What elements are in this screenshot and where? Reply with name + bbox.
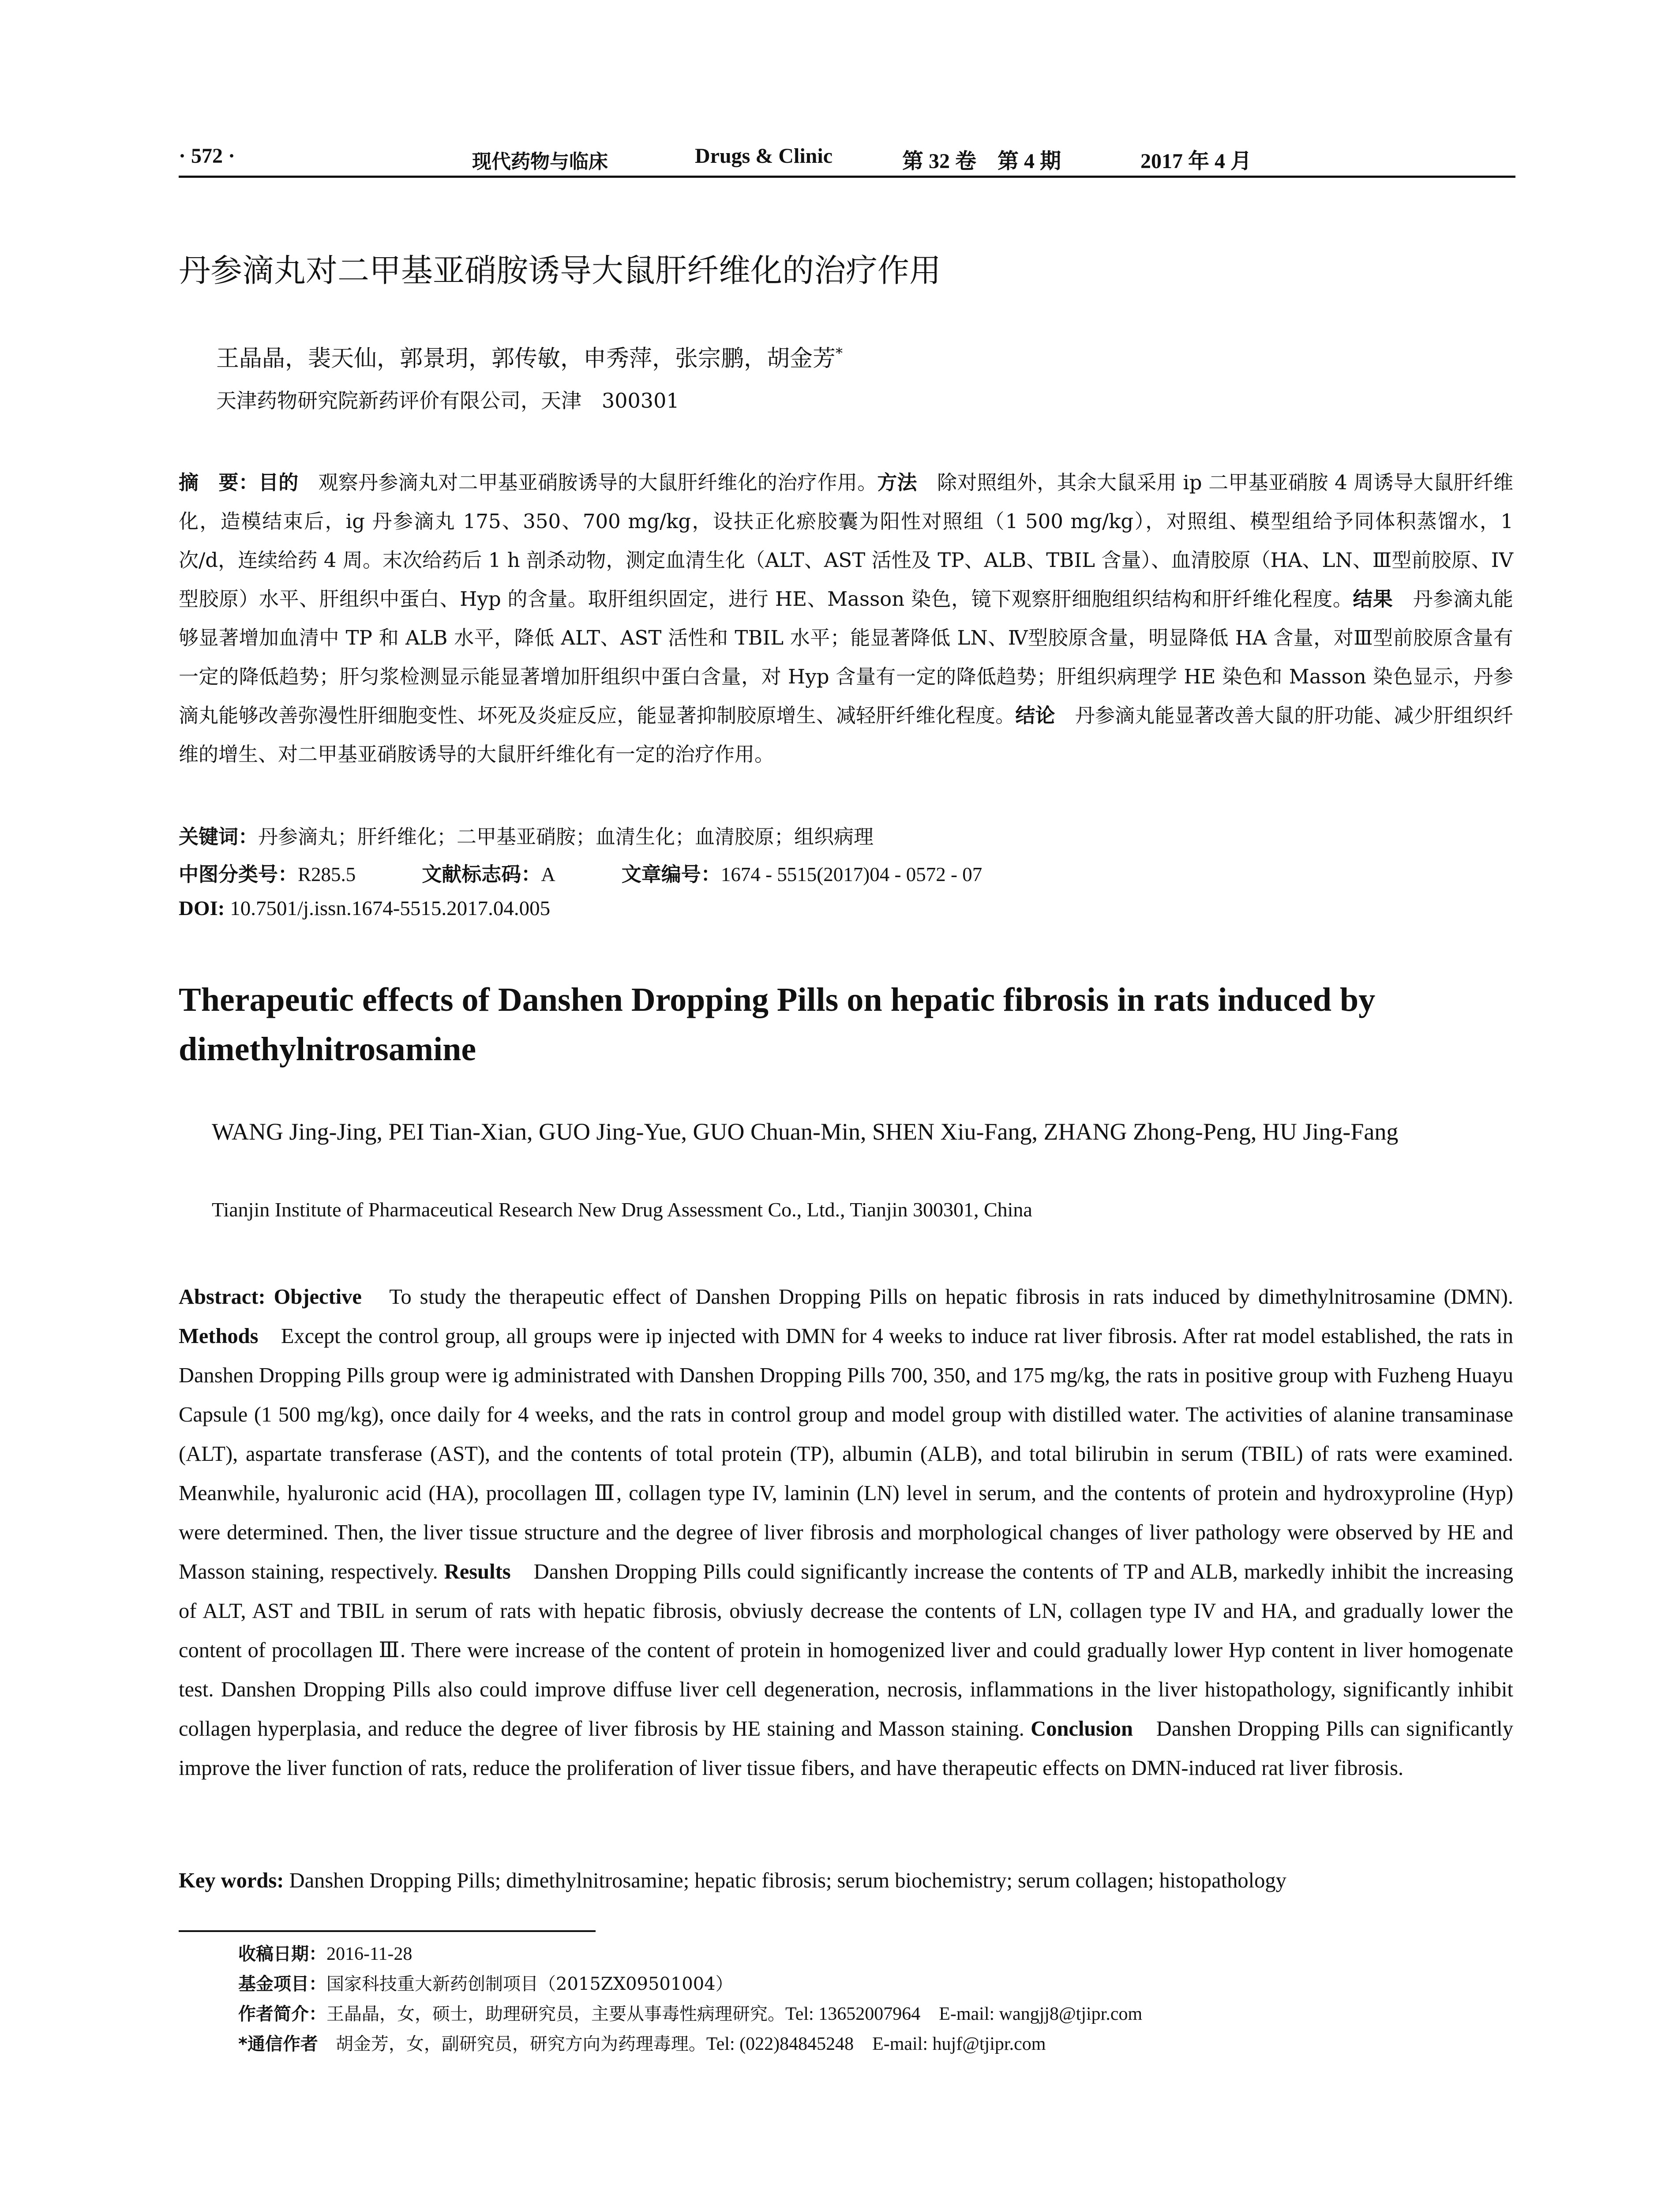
cn-author-list: 王晶晶，裴天仙，郭景玥，郭传敏，申秀萍，张宗鹏，胡金芳 xyxy=(216,345,836,372)
class-value: R285.5 xyxy=(298,863,356,885)
fund-label: 基金项目： xyxy=(238,1974,326,1994)
footnotes xyxy=(238,1939,1142,2059)
doi-label: DOI: xyxy=(179,897,225,920)
en-results-text: Danshen Dropping Pills could significantly increase the contents of TP and ALB, markedly inhibit the increasing of ALT, AST and TBIL in serum of rats with hepatic fibrosis, obviusly decrease the contents of LN, collagen type IV and HA, and gradually lower the content of procollagen Ⅲ. There were increase of the content of protein in homogenized liver and could gradually lower Hyp content in liver homogenate test. Danshen Dropping Pills also could improve diffuse liver cell degeneration, necrosis, inflammations in the liver histopathology, significantly inhibit collagen hyperplasia, and reduce the degree of liver fibrosis by HE staining and Masson staining. xyxy=(179,1560,1513,1741)
en-objective-text: To study the therapeutic effect of Danshen Dropping Pills on hepatic fibrosis in rats induced by dimethylnitrosamine (DMN). xyxy=(361,1285,1514,1309)
fund-text: 国家科技重大新药创制项目（2015ZX09501004） xyxy=(326,1974,733,1994)
en-methods-label: Methods xyxy=(179,1324,259,1348)
cn-conclusion-label: 结论 xyxy=(1015,704,1055,727)
cn-conclusion-text: 丹参滴丸能显著改善大鼠的肝功能、减少肝组织纤维的增生、对二甲基亚硝胺诱导的大鼠肝纤维化有一定的治疗作用。 xyxy=(179,704,1513,766)
class-label: 中图分类号： xyxy=(179,863,298,886)
doi-value: 10.7501/j.issn.1674-5515.2017.04.005 xyxy=(225,897,551,920)
article-number-label: 文章编号： xyxy=(621,863,721,886)
doc-code-label: 文献标志码： xyxy=(422,863,541,886)
cn-objective-label: 目的 xyxy=(258,471,299,494)
corresponding-text: 胡金芳，女，副研究员，研究方向为药理毒理。 xyxy=(318,2034,706,2054)
page-number: · 572 · xyxy=(179,144,236,168)
cn-authors xyxy=(216,340,843,373)
en-abstract xyxy=(179,1277,1513,1788)
en-results-label: Results xyxy=(444,1560,511,1583)
bio-text: 王晶晶，女，硕士，助理研究员，主要从事毒性病理研究。 xyxy=(326,2004,785,2024)
en-abstract-label: Abstract: xyxy=(179,1285,266,1309)
en-objective-label: Objective xyxy=(265,1285,362,1309)
journal-date: 2017 年 4 月 xyxy=(1140,150,1252,173)
cn-results-text: 丹参滴丸能够显著增加血清中 TP 和 ALB 水平，降低 ALT、AST 活性和 TBIL 水平；能显著降低 LN、Ⅳ型胶原含量，明显降低 HA 含量，对Ⅲ型前胶原含量有一定的降低趋势；肝匀浆检测显示能显著增加肝组织中蛋白含量，对 Hyp 含量有一定的降低趋势；肝组织病理学 HE 染色和 Masson 染色显示，丹参滴丸能够改善弥漫性肝细胞变性、坏死及炎症反应，能显著抑制胶原增生、减轻肝纤维化程度。 xyxy=(179,587,1513,727)
cn-methods-label: 方法 xyxy=(877,471,917,494)
en-conclusion-text: Danshen Dropping Pills can significantly improve the liver function of rats, reduce the proliferation of liver tissue fibers, and have therapeutic effects on DMN-induced rat liver fibrosis. xyxy=(179,1717,1513,1780)
doi-line xyxy=(179,897,550,920)
footnote-corresponding xyxy=(238,2029,1142,2059)
cn-keywords xyxy=(179,821,874,849)
cn-keywords-text: 丹参滴丸；肝纤维化；二甲基亚硝胺；血清生化；血清胶原；组织病理 xyxy=(258,825,874,848)
corresponding-label: *通信作者 xyxy=(238,2034,318,2054)
received-date: 2016-11-28 xyxy=(326,1944,412,1964)
cn-methods-text: 除对照组外，其余大鼠采用 ip 二甲基亚硝胺 4 周诱导大鼠肝纤维化，造模结束后，ig 丹参滴丸 175、350、700 mg/kg，设扶正化瘀胶囊为阳性对照组（1 500 mg/kg），对照组、模型组给予同体积蒸馏水，1 次/d，连续给药 4 周。末次给药后 1 h 剖杀动物，测定血清生化（ALT、AST 活性及 TP、ALB、TBIL 含量）、血清胶原（HA、LN、Ⅲ型前胶原、IV 型胶原）水平、肝组织中蛋白、Hyp 的含量。取肝组织固定，进行 HE、Masson 染色，镜下观察肝细胞组织结构和肝纤维化程度。 xyxy=(179,471,1513,611)
cn-results-label: 结果 xyxy=(1353,587,1393,611)
running-header xyxy=(179,140,1515,178)
cn-keywords-label: 关键词： xyxy=(179,825,259,848)
cn-classification xyxy=(179,858,982,887)
footnote-fund xyxy=(238,1969,1142,1999)
cn-title: 丹参滴丸对二甲基亚硝胺诱导大鼠肝纤维化的治疗作用 xyxy=(179,252,941,289)
cn-affiliation: 天津药物研究院新药评价有限公司，天津 300301 xyxy=(216,389,679,413)
en-authors: WANG Jing-Jing, PEI Tian-Xian, GUO Jing-Yue, GUO Chuan-Min, SHEN Xiu-Fang, ZHANG Zhong-Peng, HU Jing-Fang xyxy=(212,1118,1399,1145)
en-conclusion-label: Conclusion xyxy=(1031,1717,1133,1741)
en-methods-text: Except the control group, all groups were ip injected with DMN for 4 weeks to induce rat liver fibrosis. After rat model established, the rats in Danshen Dropping Pills group were ig administrated with Danshen Dropping Pills 700, 350, and 175 mg/kg, the rats in positive group with Fuzheng Huayu Capsule (1 500 mg/kg), once daily for 4 weeks, and the rats in control group and model group with distilled water. The activities of alanine transaminase (ALT), aspartate transferase (AST), and the contents of total protein (TP), albumin (ALB), and total bilirubin in serum (TBIL) of rats were examined. Meanwhile, hyaluronic acid (HA), procollagen Ⅲ, collagen type IV, laminin (LN) level in serum, and the contents of protein and hydroxyproline (Hyp) were determined. Then, the liver tissue structure and the degree of liver fibrosis and morphological changes of liver pathology were observed by HE and Masson staining, respectively. xyxy=(179,1324,1513,1583)
en-affiliation: Tianjin Institute of Pharmaceutical Research New Drug Assessment Co., Ltd., Tianjin 300301, China xyxy=(212,1198,1032,1221)
cn-abstract xyxy=(179,463,1513,774)
cn-objective-text: 观察丹参滴丸对二甲基亚硝胺诱导的大鼠肝纤维化的治疗作用。 xyxy=(298,471,878,494)
cn-abstract-label: 摘 要： xyxy=(179,471,259,494)
bio-contact: Tel: 13652007964 E-mail: wangjj8@tjipr.com xyxy=(785,2004,1143,2024)
journal-issue: 第 32 卷 第 4 期 xyxy=(902,150,1061,173)
journal-name-cn: 现代药物与临床 xyxy=(472,150,608,173)
bio-label: 作者简介： xyxy=(238,2004,326,2024)
corresponding-mark: * xyxy=(836,345,843,362)
footnote-rule xyxy=(179,1930,596,1932)
en-keywords-text: Danshen Dropping Pills; dimethylnitrosamine; hepatic fibrosis; serum biochemistry; serum collagen; histopathology xyxy=(284,1869,1286,1892)
en-title: Therapeutic effects of Danshen Dropping Pills on hepatic fibrosis in rats induced by dimethylnitrosamine xyxy=(179,981,1376,1068)
en-keywords-label: Key words: xyxy=(179,1869,284,1892)
en-keywords xyxy=(179,1868,1286,1893)
doc-code-value: A xyxy=(541,863,555,885)
footnote-received xyxy=(238,1939,1142,1969)
corresponding-contact: Tel: (022)84845248 E-mail: hujf@tjipr.com xyxy=(706,2034,1046,2054)
footnote-author-bio xyxy=(238,1999,1142,2029)
journal-name-en: Drugs & Clinic xyxy=(695,144,832,168)
article-number-value: 1674 - 5515(2017)04 - 0572 - 07 xyxy=(720,863,982,885)
received-label: 收稿日期： xyxy=(238,1944,326,1964)
